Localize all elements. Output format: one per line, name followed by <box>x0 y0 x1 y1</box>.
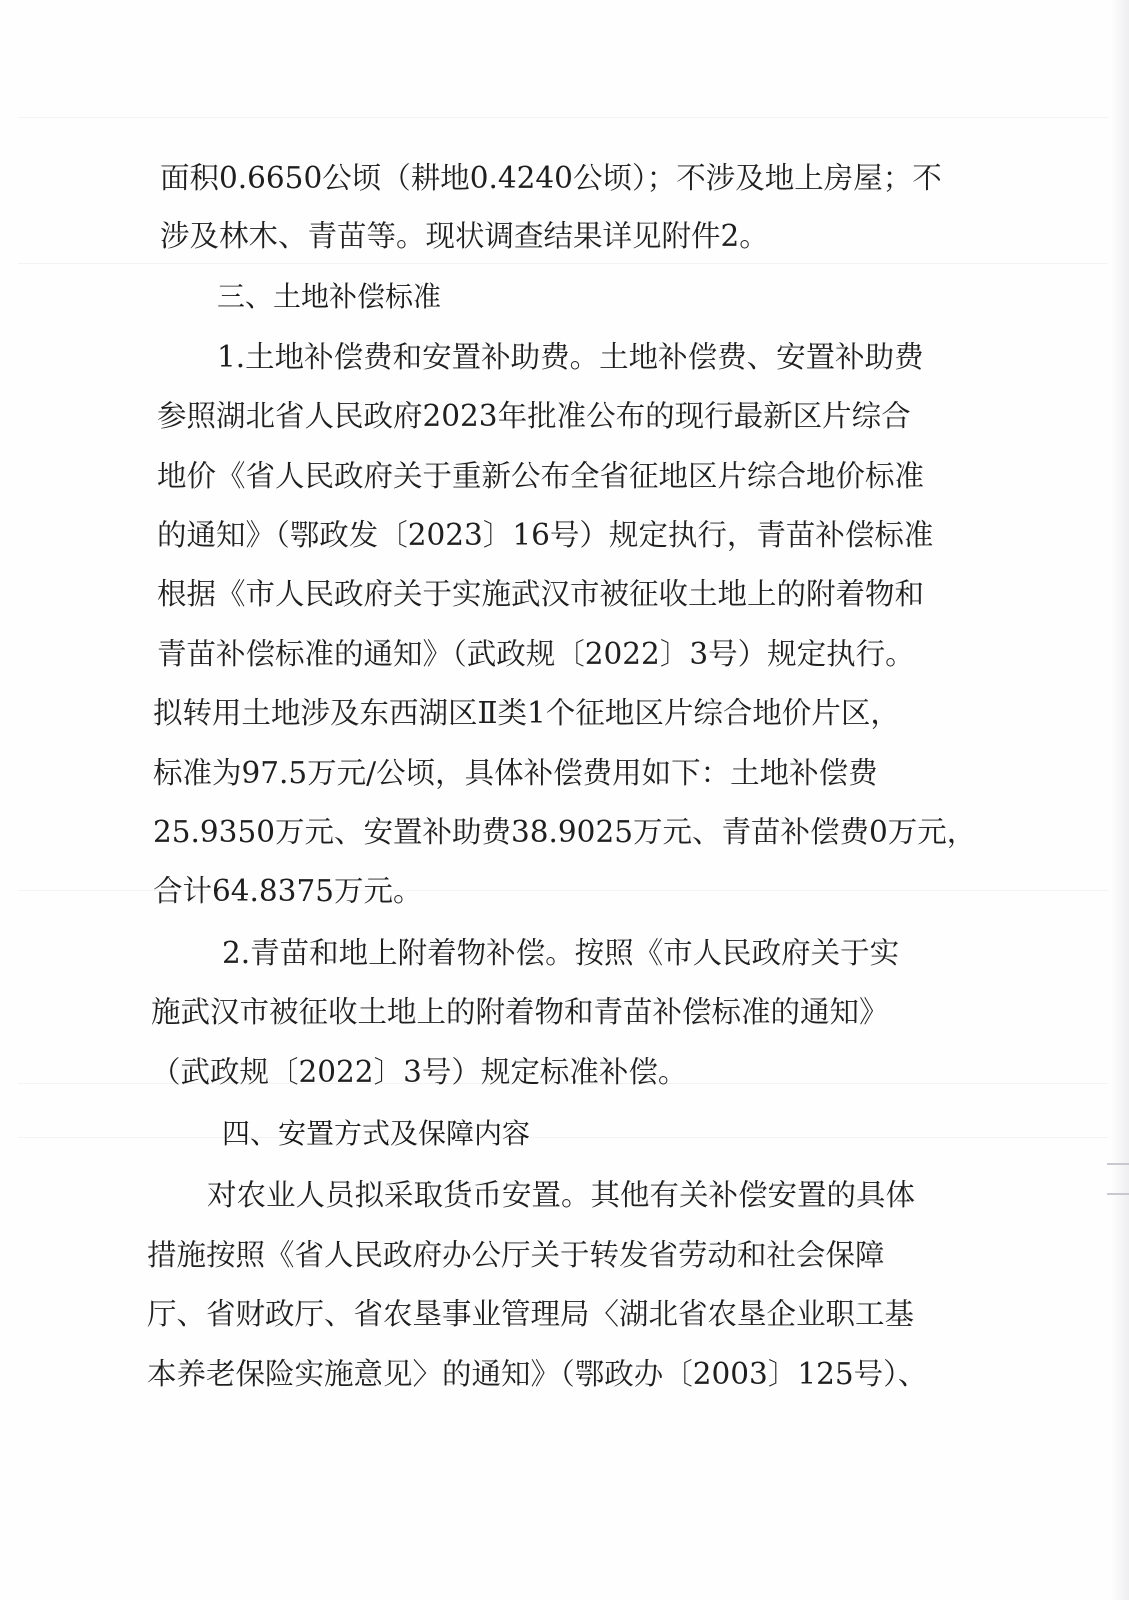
body-text-line: 2.青苗和地上附着物补偿。按照《市人民政府关于实 <box>222 936 900 970</box>
body-text-line: 合计64.8375万元。 <box>153 874 423 908</box>
body-text-line: 本养老保险实施意见〉的通知》（鄂政办〔2003〕125号）、 <box>147 1357 928 1391</box>
scan-edge-mark <box>1107 1163 1129 1165</box>
body-text-line: 标准为97.5万元/公顷，具体补偿费用如下：土地补偿费 <box>153 756 878 790</box>
scan-artifact-line <box>18 117 1108 118</box>
body-text-line: 青苗补偿标准的通知》（武政规〔2022〕3号）规定执行。 <box>157 637 915 671</box>
section-heading: 四、安置方式及保障内容 <box>222 1117 531 1150</box>
body-text-line: 厅、省财政厅、省农垦事业管理局〈湖北省农垦企业职工基 <box>147 1297 915 1331</box>
body-text-line: 1.土地补偿费和安置补助费。土地补偿费、安置补助费 <box>217 340 924 374</box>
body-text-line: 施武汉市被征收土地上的附着物和青苗补偿标准的通知》 <box>151 995 889 1029</box>
body-text-line: 拟转用土地涉及东西湖区Ⅱ类1个征地区片综合地价片区， <box>153 696 900 730</box>
scan-edge-mark <box>1107 1193 1129 1195</box>
body-text-line: （武政规〔2022〕3号）规定标准补偿。 <box>151 1055 688 1089</box>
scan-artifact-line <box>18 263 1108 264</box>
body-text-line: 面积0.6650公顷（耕地0.4240公顷）；不涉及地上房屋；不 <box>160 161 942 195</box>
body-text-line: 地价《省人民政府关于重新公布全省征地区片综合地价标准 <box>157 459 925 493</box>
body-text-line: 对农业人员拟采取货币安置。其他有关补偿安置的具体 <box>207 1178 916 1212</box>
scan-edge-shadow <box>1111 0 1129 1600</box>
body-text-line: 措施按照《省人民政府办公厅关于转发省劳动和社会保障 <box>147 1238 885 1272</box>
body-text-line: 根据《市人民政府关于实施武汉市被征收土地上的附着物和 <box>157 577 925 611</box>
body-text-line: 参照湖北省人民政府2023年批准公布的现行最新区片综合 <box>157 399 911 433</box>
body-text-line: 的通知》（鄂政发〔2023〕16号）规定执行，青苗补偿标准 <box>157 518 934 552</box>
scan-artifact-line <box>18 1137 1108 1138</box>
body-text-line: 涉及林木、青苗等。现状调查结果详见附件2。 <box>160 219 769 253</box>
body-text-line: 25.9350万元、安置补助费38.9025万元、青苗补偿费0万元， <box>153 815 977 849</box>
section-heading: 三、土地补偿标准 <box>217 280 442 313</box>
